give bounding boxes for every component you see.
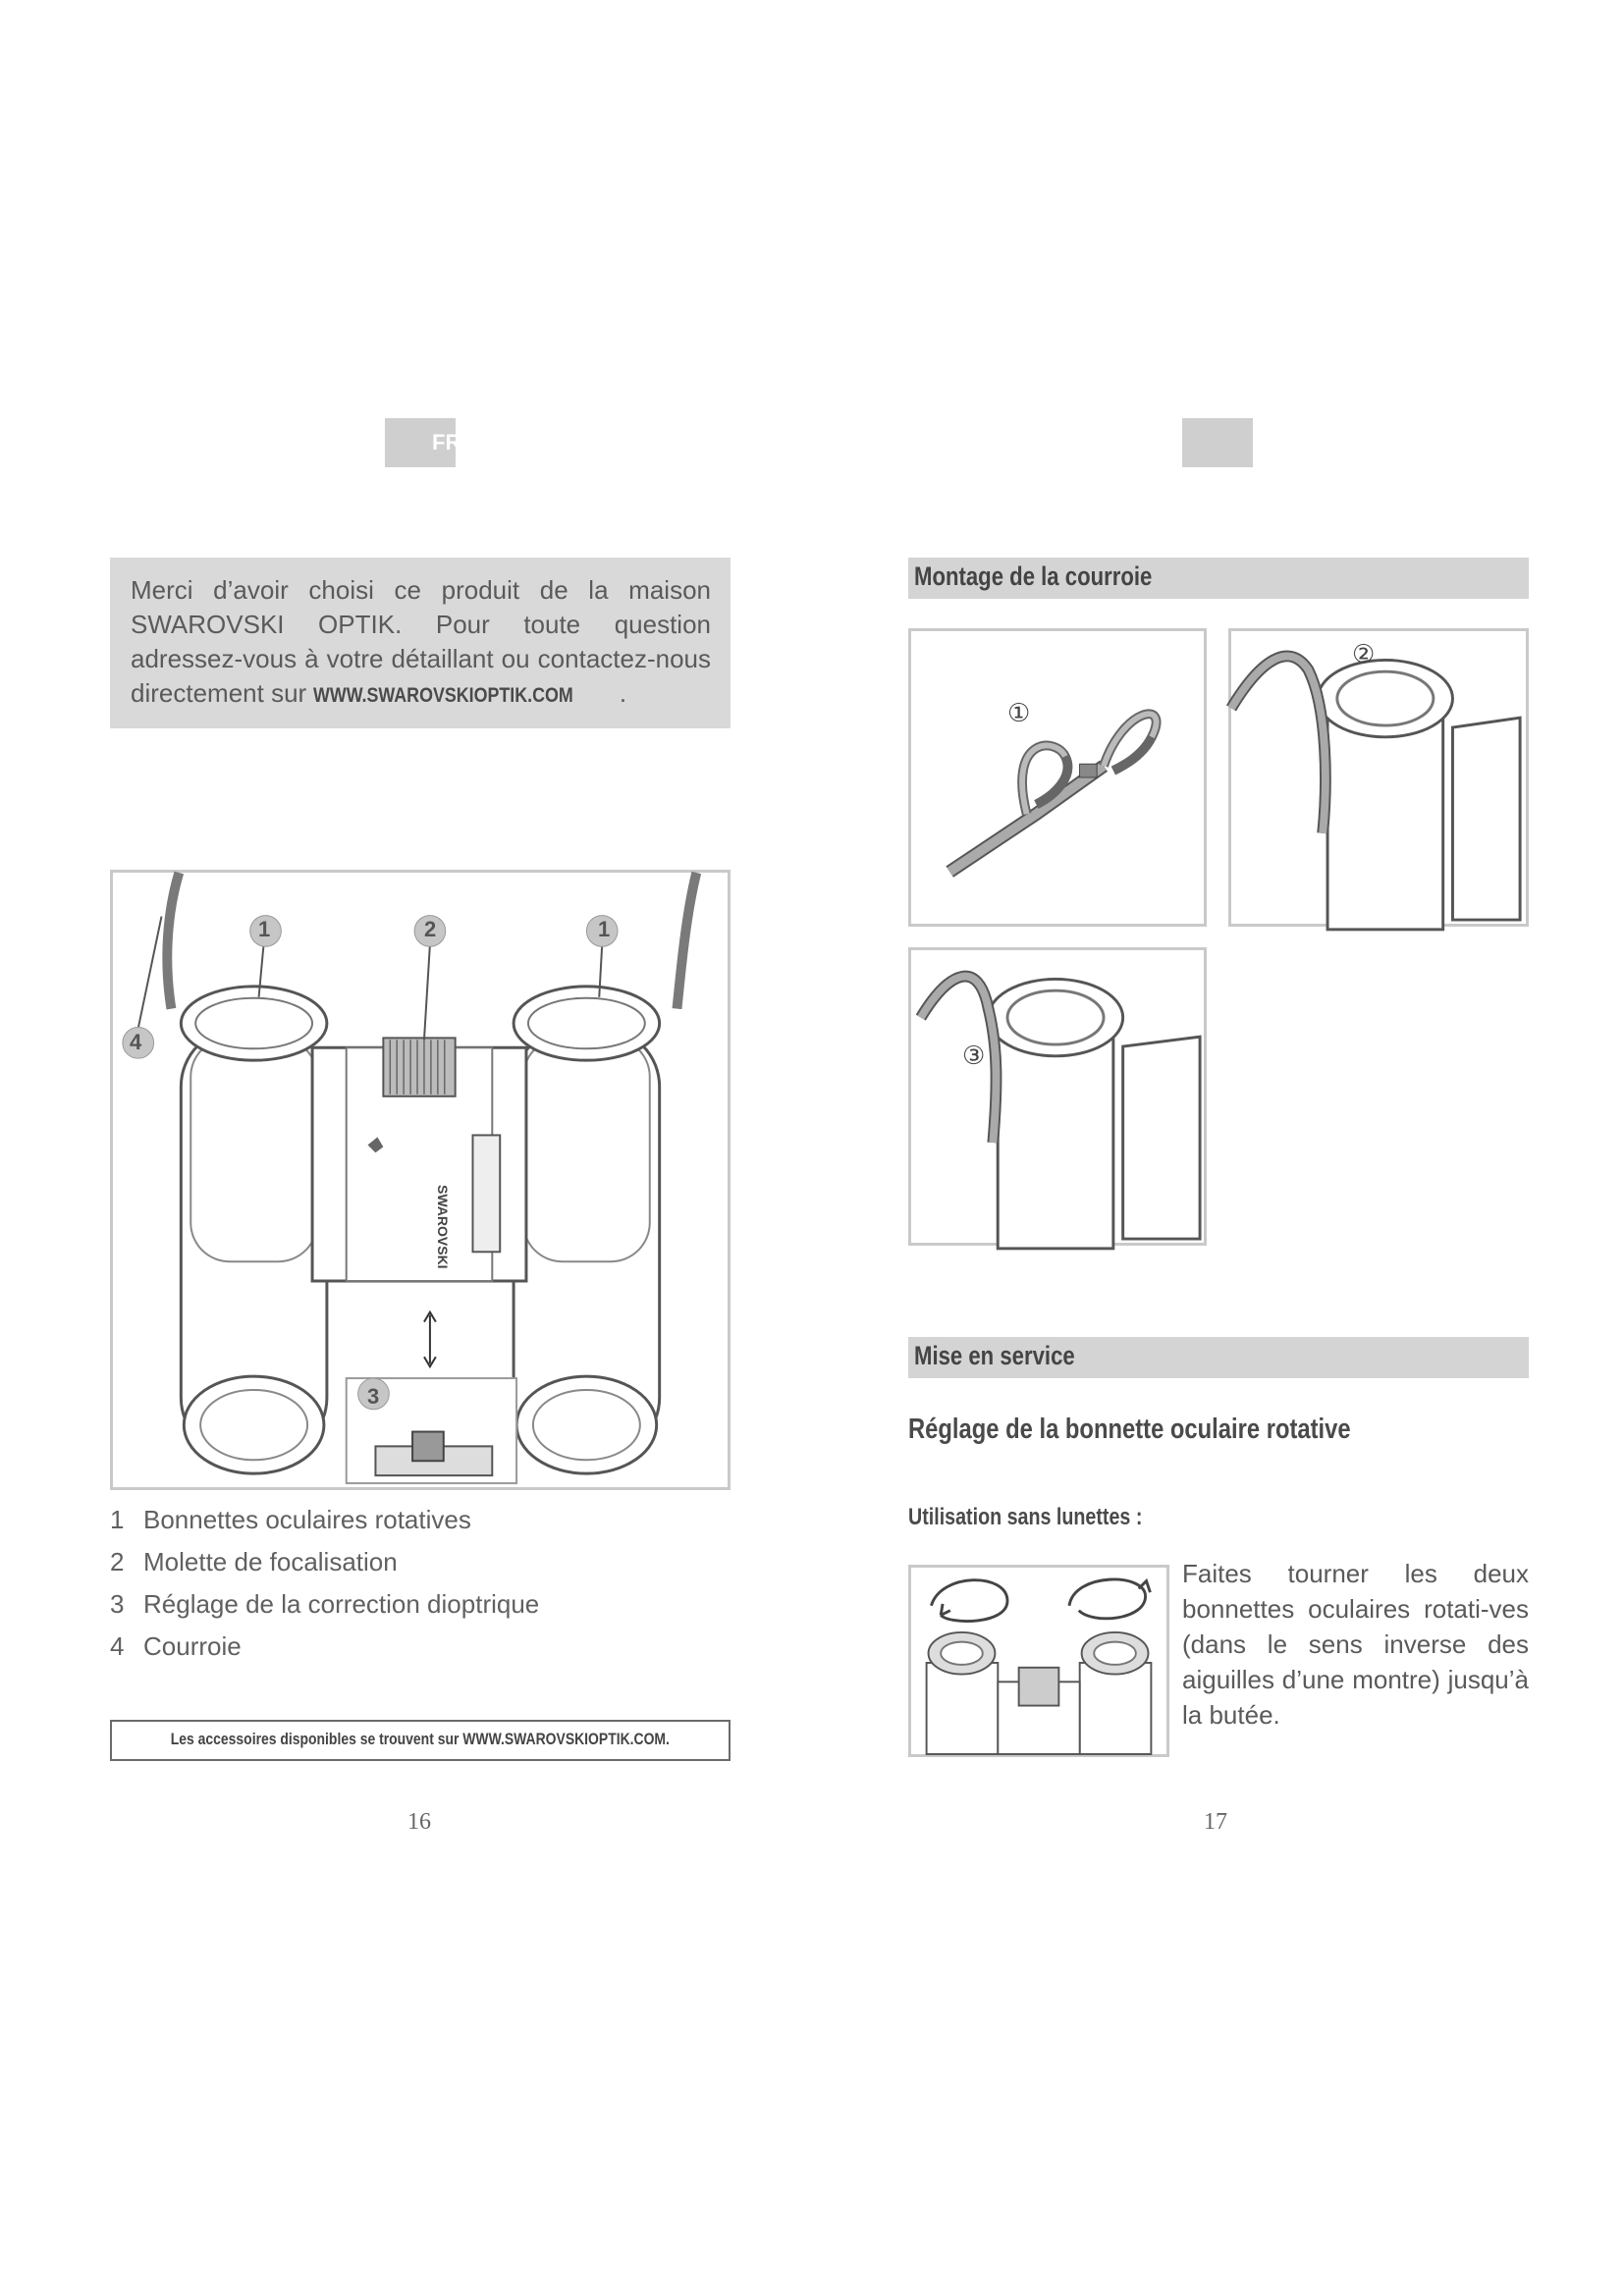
callout-2: 2 (424, 917, 437, 941)
legend-item (110, 1541, 738, 1583)
intro-text: Merci d’avoir choisi ce produit de la maison SWAROVSKI OPTIK. Pour toute question adressez-vous à votre détaillant ou contactez-nous directement sur (131, 575, 711, 708)
strap-step-3-marker: ③ (962, 1041, 986, 1070)
legend-num: 3 (110, 1589, 125, 1619)
legend-item (110, 1626, 738, 1668)
legend-item (110, 1499, 738, 1541)
no-glasses-heading (908, 1504, 1194, 1531)
legend-item (110, 1583, 738, 1626)
strap-step-2-drawing (1231, 631, 1526, 924)
binocular-drawing (113, 873, 728, 1487)
parts-legend (110, 1499, 738, 1668)
callout-1-right: 1 (598, 917, 611, 941)
binocular-overview-figure (110, 870, 731, 1490)
eyecup-heading (908, 1414, 1448, 1446)
strap-step-3-drawing (911, 950, 1204, 1243)
eyecup-rotation-drawing (911, 1568, 1166, 1754)
strap-step-3-figure (908, 947, 1207, 1246)
strap-step-1-figure (908, 628, 1207, 927)
accessories-note-text: Les accessoires disponibles se trouvent sur WWW.SWAROVSKIOPTIK.COM. (170, 1730, 671, 1748)
legend-label: Molette de focalisation (143, 1547, 398, 1576)
brand-plate-text: SWAROVSKI (435, 1185, 451, 1269)
language-tab-label: FR (432, 430, 461, 454)
callout-3: 3 (367, 1384, 380, 1409)
strap-step-1-marker: ① (1007, 698, 1031, 727)
service-heading-text: Mise en service (914, 1341, 1075, 1370)
legend-num: 4 (110, 1631, 125, 1661)
strap-step-2-figure (1228, 628, 1529, 927)
intro-box (110, 558, 731, 728)
language-tab-right (1182, 418, 1253, 467)
website-link[interactable]: WWW.SWAROVSKIOPTIK.COM (313, 684, 574, 707)
language-tab (385, 418, 461, 467)
callout-4: 4 (130, 1030, 142, 1054)
legend-label: Réglage de la correction dioptrique (143, 1589, 540, 1619)
legend-num: 2 (110, 1547, 125, 1576)
accessories-note (110, 1720, 731, 1761)
page-number-right: 17 (1204, 1809, 1227, 1835)
legend-label: Courroie (143, 1631, 242, 1661)
eyecup-heading-text: Réglage de la bonnette oculaire rotative (908, 1414, 1351, 1445)
eyecup-rotation-figure (908, 1565, 1169, 1757)
strap-step-2-marker: ② (1352, 639, 1376, 668)
no-glasses-instructions: Faites tourner les deux bonnettes oculaires rotati-ves (dans le sens inverse des aiguilles d’une montre) jusqu’à la butée. (1182, 1559, 1529, 1730)
strap-step-1-drawing (911, 631, 1204, 924)
strap-heading-text: Montage de la courroie (914, 561, 1153, 591)
callout-1-left: 1 (258, 917, 271, 941)
strap-section-heading (908, 558, 1529, 599)
intro-end: . (619, 678, 627, 708)
page-number-left: 16 (407, 1809, 431, 1835)
no-glasses-heading-text: Utilisation sans lunettes : (908, 1504, 1143, 1530)
legend-num: 1 (110, 1505, 125, 1534)
service-section-heading (908, 1337, 1529, 1378)
legend-label: Bonnettes oculaires rotatives (143, 1505, 471, 1534)
